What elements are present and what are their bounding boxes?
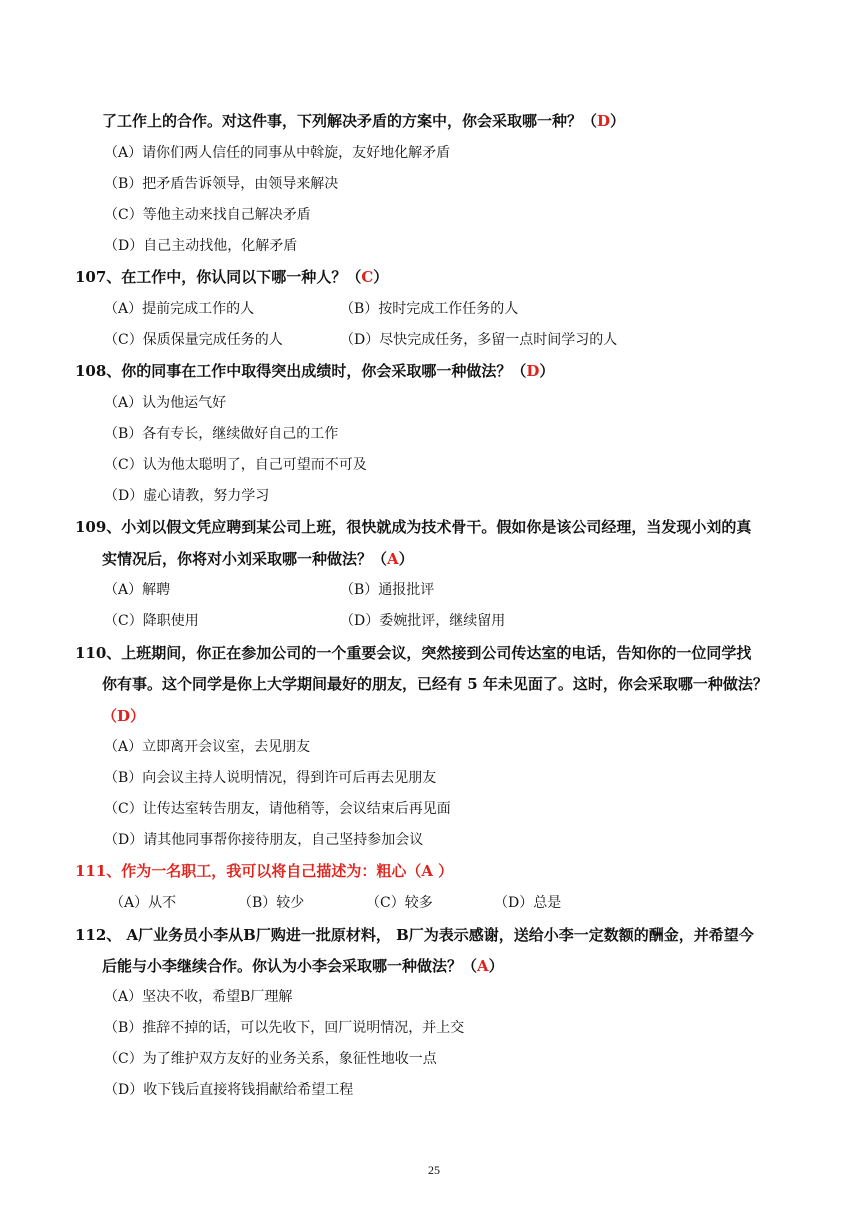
option-109-d: （D）委婉批评，继续留用 (340, 613, 506, 629)
option-109-b: （B）通报批评 (340, 582, 435, 598)
option-111-d: （D）总是 (494, 895, 562, 911)
option-107-b: （B）按时完成工作任务的人 (340, 301, 519, 317)
option-106-b: （B）把矛盾告诉领导，由领导来解决 (104, 176, 339, 192)
answer-108: D (526, 362, 540, 380)
option-111-b: （B）较少 (238, 895, 305, 911)
option-111-c: （C）较多 (366, 895, 433, 911)
answer-109: A (387, 550, 399, 568)
option-107-d: （D）尽快完成任务，多留一点时间学习的人 (340, 332, 618, 348)
option-109-a: （A）解聘 (104, 582, 171, 598)
option-112-a: （A）坚决不收，希望B厂理解 (104, 989, 293, 1005)
option-112-b: （B）推辞不掉的话，可以先收下，回厂说明情况，并上交 (104, 1020, 465, 1036)
option-110-b: （B）向会议主持人说明情况，得到许可后再去见朋友 (104, 770, 437, 786)
option-112-c: （C）为了维护双方友好的业务关系，象征性地收一点 (104, 1051, 437, 1067)
question-110-line-2: 你有事。这个同学是你上大学期间最好的朋友，已经有 5 年未见面了。这时，你会采取哪一种做法？ (102, 675, 768, 693)
question-109-line-2: 实情况后，你将对小刘采取哪一种做法？（A） (102, 550, 414, 568)
option-106-c: （C）等他主动来找自己解决矛盾 (104, 207, 311, 223)
option-108-a: （A）认为他运气好 (104, 395, 227, 411)
answer-107: C (361, 268, 374, 286)
page-number: 25 (428, 1163, 440, 1177)
question-107: 107、在工作中，你认同以下哪一种人？（C） (75, 268, 389, 286)
option-107-a: （A）提前完成工作的人 (104, 301, 255, 317)
option-110-c: （C）让传达室转告朋友，请他稍等，会议结束后再见面 (104, 801, 451, 817)
option-107-c: （C）保质保量完成任务的人 (104, 332, 283, 348)
option-108-c: （C）认为他太聪明了，自己可望而不可及 (104, 457, 367, 473)
option-110-d: （D）请其他同事帮你接待朋友，自己坚持参加会议 (104, 832, 424, 848)
option-108-d: （D）虚心请教，努力学习 (104, 488, 270, 504)
option-106-a: （A）请你们两人信任的同事从中斡旋，友好地化解矛盾 (104, 145, 451, 161)
question-106-continuation: 了工作上的合作。对这件事，下列解决矛盾的方案中，你会采取哪一种？（D） (102, 112, 626, 130)
question-110-line-1: 110、上班期间，你正在参加公司的一个重要会议，突然接到公司传达室的电话，告知你的一位同学找 (75, 644, 752, 662)
question-112-line-2: 后能与小李继续合作。你认为小李会采取哪一种做法？（A） (102, 957, 504, 975)
question-111: 111、作为一名职工，我可以将自己描述为：粗心（A ） (75, 862, 454, 880)
option-110-a: （A）立即离开会议室，去见朋友 (104, 739, 311, 755)
question-109-line-1: 109、小刘以假文凭应聘到某公司上班，很快就成为技术骨干。假如你是该公司经理，当发现小刘的真 (75, 518, 752, 536)
answer-106: D (597, 112, 611, 130)
option-109-c: （C）降职使用 (104, 613, 199, 629)
question-108: 108、你的同事在工作中取得突出成绩时，你会采取哪一种做法？（D） (75, 362, 555, 380)
option-111-a: （A）从不 (110, 895, 177, 911)
question-112-line-1: 112、 A厂业务员小李从B厂购进一批原材料， B厂为表示感谢，送给小李一定数额的酬金，并希望今 (75, 926, 754, 944)
option-112-d: （D）收下钱后直接将钱捐献给希望工程 (104, 1082, 354, 1098)
option-108-b: （B）各有专长，继续做好自己的工作 (104, 426, 339, 442)
option-106-d: （D）自己主动找他，化解矛盾 (104, 238, 298, 254)
answer-110: （D） (102, 707, 146, 725)
answer-112: A (477, 957, 489, 975)
